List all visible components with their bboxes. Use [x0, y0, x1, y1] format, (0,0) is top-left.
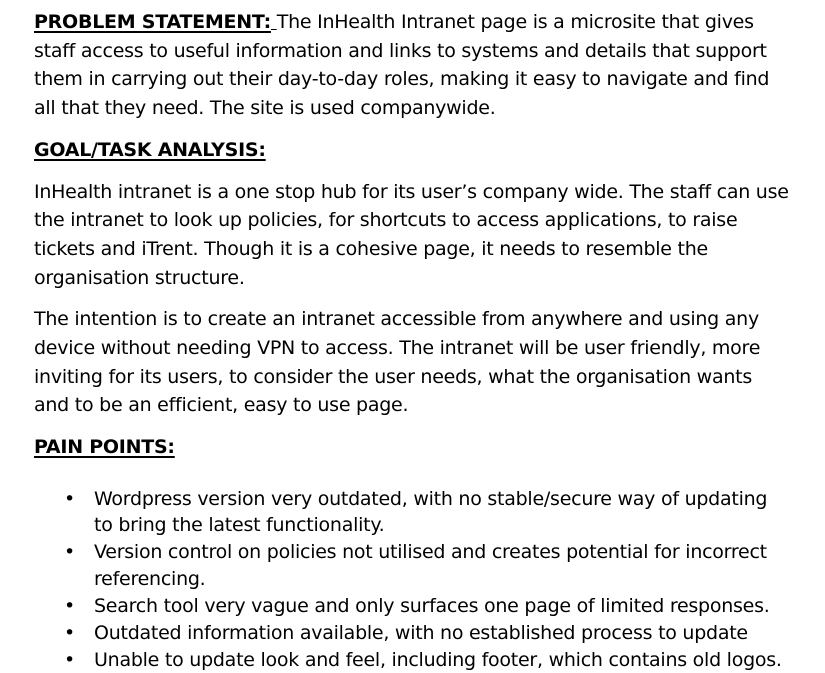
bullet-icon: •	[64, 648, 75, 671]
list-item	[34, 647, 791, 673]
pain-points-heading: PAIN POINTS:	[34, 436, 175, 459]
list-item	[34, 620, 791, 647]
pain-point-text: Wordpress version very outdated, with no stable/secure way of updating to bring the latest functionality.	[94, 487, 768, 537]
problem-statement-paragraph	[34, 8, 791, 123]
bullet-icon: •	[64, 594, 75, 617]
bullet-icon: •	[64, 487, 75, 510]
goal-paragraph-2: The intention is to create an intranet accessible from anywhere and using any device without needing VPN to access. The intranet will be user friendly, more inviting for its users, to consider the user needs, what the organisation wants and to be an efficient, easy to use page.	[34, 308, 761, 417]
pain-point-text: Outdated information available, with no established process to update	[94, 621, 748, 644]
goal-paragraph-1: InHealth intranet is a one stop hub for its user’s company wide. The staff can use the intranet to look up policies, for shortcuts to access applications, to raise tickets and iTrent. Though it is a cohesive page, it needs to resemble the organisation structure.	[34, 180, 789, 289]
pain-point-text: Version control on policies not utilised and creates potential for incorrect referencing.	[94, 541, 767, 590]
bullet-icon: •	[64, 621, 75, 644]
problem-statement-text: The InHealth Intranet page is a microsite that gives staff access to useful information and links to systems and details that support them in carrying out their day-to-day roles, making it easy to navigate and find all that they need. The site is used companywide.	[34, 11, 770, 120]
list-item	[34, 486, 791, 539]
pain-point-text: Search tool very vague and only surfaces one page of limited responses.	[94, 594, 770, 617]
pain-points-list	[34, 486, 791, 673]
list-item	[34, 593, 791, 620]
bullet-icon: •	[64, 541, 75, 564]
list-item	[34, 539, 791, 592]
problem-statement-heading: PROBLEM STATEMENT:	[34, 11, 271, 33]
pain-points-heading-line	[34, 433, 791, 462]
goal-task-analysis-heading: GOAL/TASK ANALYSIS:	[34, 138, 266, 161]
pain-point-text: Unable to update look and feel, including footer, which contains old logos.	[94, 648, 782, 671]
goal-task-analysis-heading-line	[34, 136, 791, 165]
